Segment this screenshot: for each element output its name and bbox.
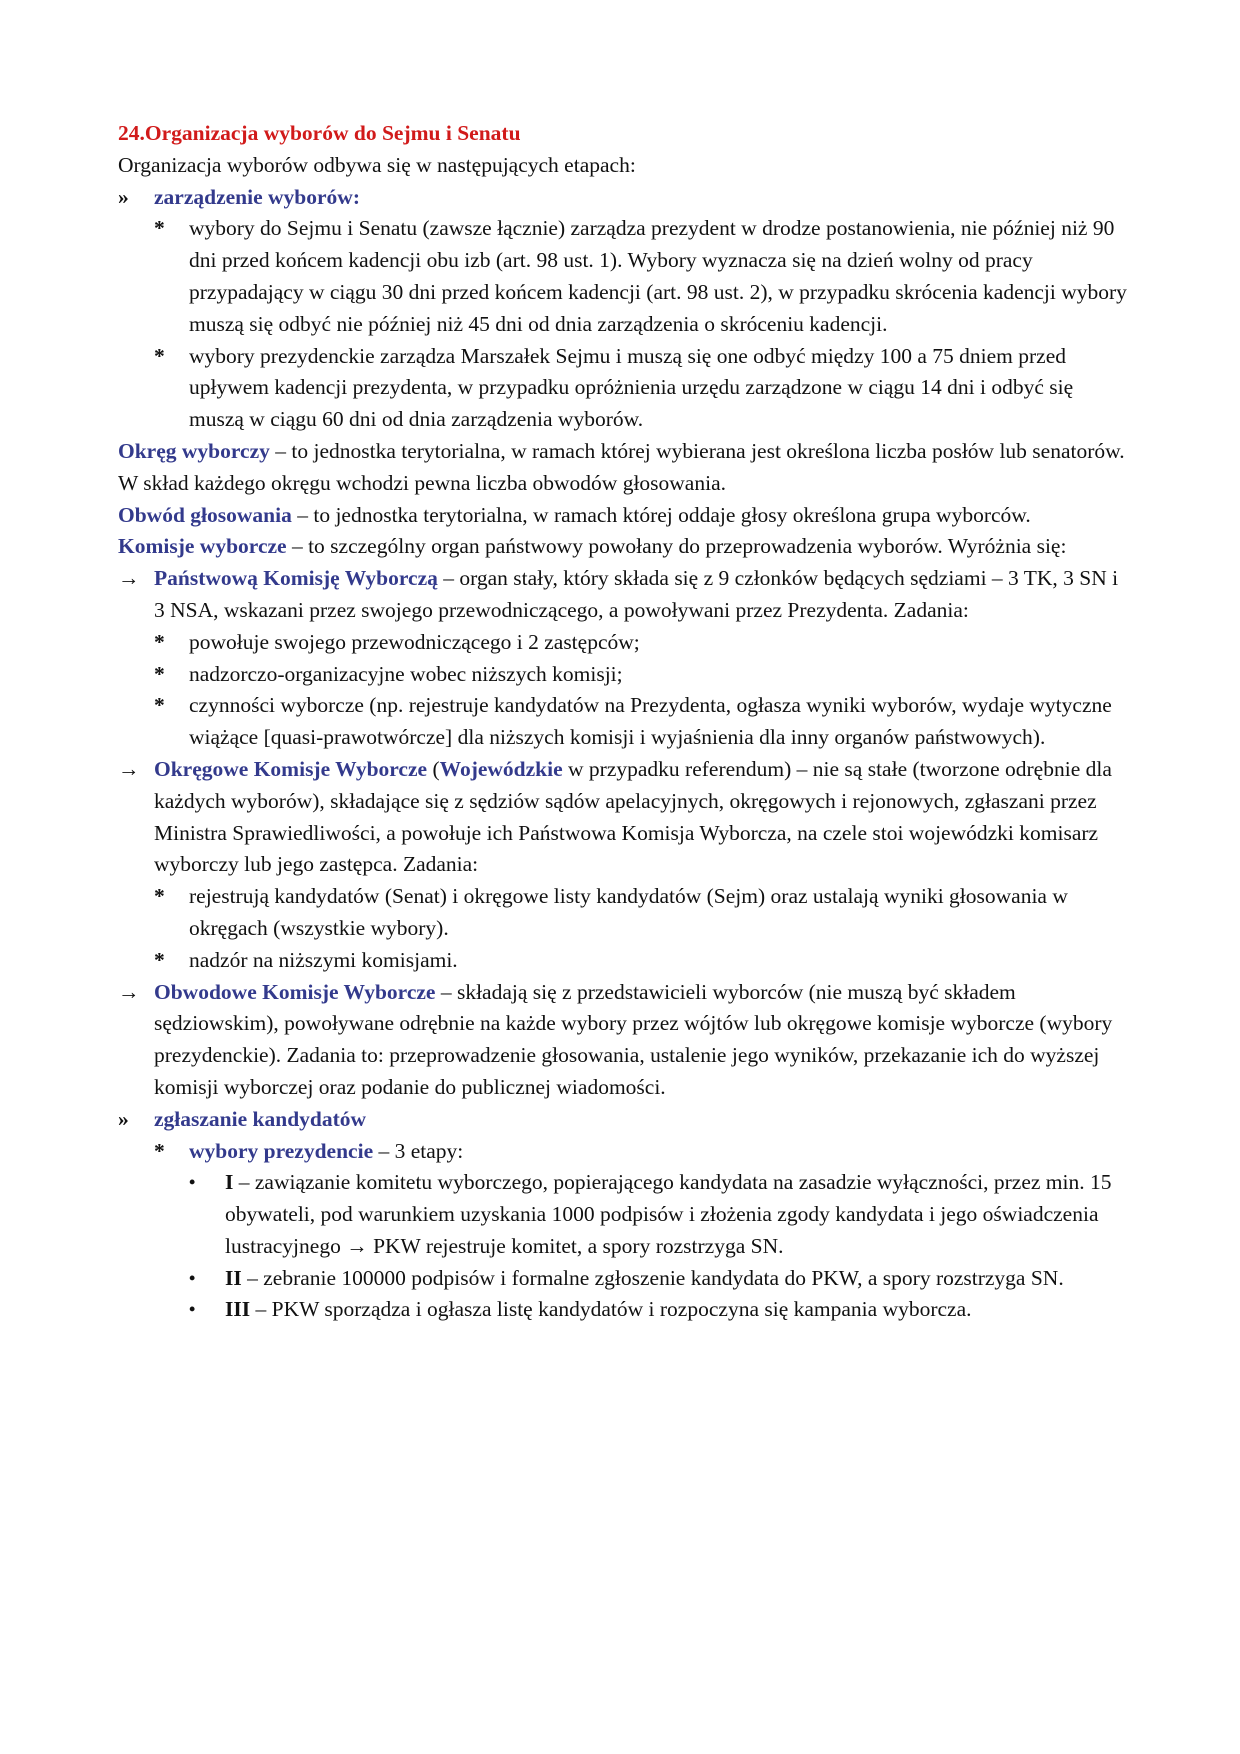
stage-label: II <box>225 1265 242 1290</box>
list-item <box>118 627 1128 659</box>
list-item <box>118 213 1128 340</box>
stage-label: III <box>225 1297 251 1322</box>
document-title: 24.Organizacja wyborów do Sejmu i Senatu <box>118 121 521 145</box>
list-item-text: wybory prezydenckie zarządza Marszałek Sejmu i muszą się one odbyć między 100 a 75 dniem przed upływem kadencji prezydenta, w przypadku opróżnienia urzędu zarządzone w ciągu 14 dni i odbyć się muszą w ciągu 60 dni od dnia zarządzenia wyborów. <box>189 343 1074 432</box>
keyword-obwod: Obwód głosowania <box>118 502 292 527</box>
section-text: w przypadku referendum) – nie są stałe (tworzone odrębnie dla każdych wyborów), składające się z sędziów sądów apelacyjnych, okręgowych i rejonowych, zgłaszani przez Ministra Sprawiedliwości, a powołuje ich Państwowa Komisja Wyborcza, na czele stoi wojewódzki komisarz wyborczy lub jego zastępca. Zadania: <box>154 756 1112 877</box>
section-zglaszanie <box>118 1104 1128 1136</box>
document-page <box>118 118 1128 1326</box>
arrow-bullet-icon: → <box>118 979 140 1004</box>
section-obkw <box>118 977 1128 1104</box>
keyword-komisje: Komisje wyborcze <box>118 534 287 559</box>
chevron-bullet-icon: » <box>118 184 129 209</box>
definition-obwod <box>118 500 1128 532</box>
star-bullet-icon: * <box>154 947 165 972</box>
section-zarzadzenie <box>118 182 1128 214</box>
chevron-bullet-icon: » <box>118 1106 129 1131</box>
list-item <box>118 341 1128 436</box>
list-item-text: – PKW sporządza i ogłasza listę kandydatów i rozpoczyna się kampania wyborcza. <box>250 1297 972 1322</box>
section-pkw <box>118 563 1128 627</box>
star-bullet-icon: * <box>154 216 165 241</box>
keyword-colon: : <box>352 184 360 209</box>
section-text: – organ stały, który składa się z 9 członków będących sędziami – 3 TK, 3 SN i 3 NSA, wskazani przez swojego przewodniczącego, a powoływani przez Prezydenta. Zadania: <box>154 566 1119 622</box>
star-bullet-icon: * <box>154 884 165 909</box>
keyword-wojewodzkie: Wojewódzkie <box>439 756 563 781</box>
dot-bullet-icon: • <box>189 1267 196 1288</box>
definition-text: – to jednostka terytorialna, w ramach której wybierana jest określona liczba posłów lub senatorów. W skład każdego okręgu wchodzi pewna liczba obwodów głosowania. <box>118 438 1125 495</box>
list-item <box>118 945 1128 977</box>
list-item-text: – zebranie 100000 podpisów i formalne zgłoszenie kandydata do PKW, a spory rozstrzyga SN. <box>241 1265 1064 1290</box>
list-item-text: powołuje swojego przewodniczącego i 2 zastępców; <box>189 629 640 654</box>
star-bullet-icon: * <box>154 661 165 686</box>
section-text: ( <box>427 756 440 781</box>
definition-text: – to szczególny organ państwowy powołany do przeprowadzenia wyborów. Wyróżnia się: <box>286 534 1067 559</box>
list-item-text: rejestrują kandydatów (Senat) i okręgowe listy kandydatów (Sejm) oraz ustalają wyniki głosowania w okręgach (wszystkie wybory). <box>189 884 1068 940</box>
keyword-obkw: Obwodowe Komisje Wyborcze <box>154 979 436 1004</box>
keyword-zglaszanie: zgłaszanie kandydatów <box>154 1106 367 1131</box>
definition-text: – to jednostka terytorialna, w ramach której oddaje głosy określona grupa wyborców. <box>291 502 1031 527</box>
intro-paragraph: Organizacja wyborów odbywa się w następujących etapach: <box>118 152 636 177</box>
list-item-text: – 3 etapy: <box>373 1138 464 1163</box>
dot-bullet-icon: • <box>189 1299 196 1320</box>
keyword-zarzadzenie: zarządzenie wyborów <box>154 184 353 209</box>
definition-okreg <box>118 436 1128 500</box>
list-item <box>118 1136 1128 1168</box>
section-okw <box>118 754 1128 881</box>
arrow-bullet-icon: → <box>118 756 140 781</box>
list-item-text: wybory do Sejmu i Senatu (zawsze łącznie) zarządza prezydent w drodze postanowienia, nie później niż 90 dni przed końcem kadencji obu izb (art. 98 ust. 1). Wybory wyznacza się na dzień wolny od pracy przypadający w ciągu 30 dni przed końcem kadencji (art. 98 ust. 2), w przypadku skrócenia kadencji wybory muszą się odbyć nie później niż 45 dni od dnia zarządzenia o skróceniu kadencji. <box>189 216 1127 336</box>
list-item <box>118 881 1128 945</box>
list-item <box>118 1294 1128 1326</box>
star-bullet-icon: * <box>154 693 165 718</box>
list-item <box>118 690 1128 754</box>
dot-bullet-icon: • <box>189 1172 196 1193</box>
keyword-okw: Okręgowe Komisje Wyborcze <box>154 756 428 781</box>
keyword-okreg: Okręg wyborczy <box>118 438 270 463</box>
star-bullet-icon: * <box>154 1138 165 1163</box>
list-item-text: czynności wyborcze (np. rejestruje kandydatów na Prezydenta, ogłasza wyniki wyborów, wydaje wytyczne wiążące [quasi-prawotwórcze] dla niższych komisji i wyjaśnienia dla inny organów państwowych). <box>189 693 1112 750</box>
star-bullet-icon: * <box>154 629 165 654</box>
arrow-bullet-icon: → <box>118 566 140 591</box>
list-item-text: – zawiązanie komitetu wyborczego, popierającego kandydata na zasadzie wyłączności, przez min. 15 obywateli, pod warunkiem uzyskania 1000 podpisów i złożenia zgody kandydata i jego oświadczenia lustracyjnego → PKW rejestruje komitet, a spory rozstrzyga SN. <box>225 1170 1112 1258</box>
list-item-text: nadzór na niższymi komisjami. <box>189 947 458 972</box>
keyword-pkw: Państwową Komisję Wyborczą <box>154 566 438 591</box>
list-item <box>118 1263 1128 1295</box>
stage-label: I <box>225 1170 234 1195</box>
list-item-text: nadzorczo-organizacyjne wobec niższych komisji; <box>189 661 623 686</box>
list-item <box>118 1167 1128 1262</box>
definition-komisje <box>118 531 1128 563</box>
section-text: – składają się z przedstawicieli wyborców (nie muszą być składem sędziowskim), powoływane odrębnie na każde wybory przez wójtów lub okręgowe komisje wyborcze (wybory prezydenckie). Zadania to: przeprowadzenie głosowania, ustalenie jego wyników, przekazanie ich do wyższej komisji wyborczej oraz podanie do publicznej wiadomości. <box>154 979 1113 1099</box>
list-item <box>118 659 1128 691</box>
star-bullet-icon: * <box>154 343 165 368</box>
keyword-wybory-prezydencie: wybory prezydencie <box>189 1138 374 1163</box>
